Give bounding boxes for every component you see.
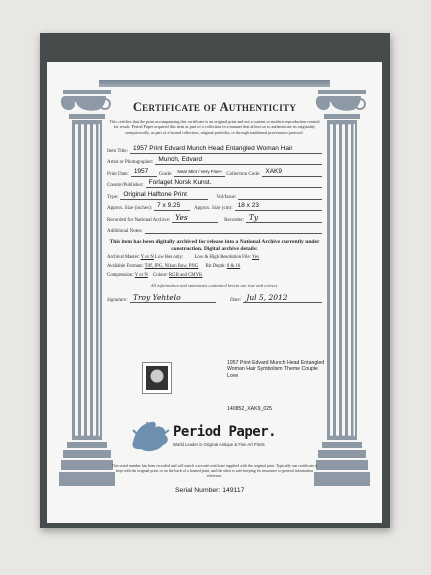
compression-value: Y or N xyxy=(134,273,148,279)
field-row-artist xyxy=(107,154,322,166)
creator-value: Forlaget Norsk Kunst. xyxy=(146,179,322,188)
archive-details xyxy=(107,253,322,280)
artwork-image xyxy=(146,366,168,390)
low-high-value: Yes xyxy=(252,255,259,261)
item-code: 140852_XAK9_025 xyxy=(227,406,273,412)
certificate-paper xyxy=(47,62,382,523)
type-label: Type: xyxy=(107,194,119,200)
low-high-label: Low & High Resolution File: xyxy=(194,255,251,261)
serial-number xyxy=(175,487,244,494)
signature-label: Signature: xyxy=(107,298,128,304)
bit-depth-label: Bit Depth: xyxy=(205,264,226,270)
notes-value xyxy=(145,233,322,234)
item-title-label: Item Title: xyxy=(107,148,128,154)
archival-master-label: Archival Master: xyxy=(107,255,140,261)
certificate-title: Certificate of Authenticity xyxy=(132,100,297,114)
archival-master-value: Y or N xyxy=(140,255,154,261)
vol-issue-value xyxy=(238,199,322,200)
date-label: Date: xyxy=(229,298,242,304)
archive-row-master xyxy=(107,253,322,262)
field-row-notes xyxy=(107,223,322,235)
size-cm-label: Approx. Size (cm): xyxy=(194,206,233,212)
size-inches-value: 7 x 9.25 xyxy=(154,202,190,211)
field-row-recorded xyxy=(107,211,322,223)
vol-issue-label: Vol/Issue: xyxy=(216,194,237,200)
serial-label: Serial Number: xyxy=(175,487,221,494)
archive-row-formats xyxy=(107,262,322,271)
recorder-label: Recorder: xyxy=(224,217,244,223)
footer-text: This serial number has been recorded and will match a second certificate supplied with the original print. Typically one certificate is kept with the original print, or on the back of a framed print, and the other is safe-keeping for insurance or general information reference. xyxy=(111,464,318,478)
field-row-creator xyxy=(107,177,322,189)
field-row-item-title xyxy=(107,142,322,154)
signature-value: Troy Yehtelo xyxy=(130,294,216,303)
item-title-value: 1957 Print Edvard Munch Head Entangled Woman Hair xyxy=(130,145,322,154)
type-value: Original Halftone Print xyxy=(120,191,208,200)
bit-depth-value: 8 & 16 xyxy=(226,264,241,270)
certificate-content xyxy=(107,86,322,303)
grade-value: Near Mint / Very Fine+ xyxy=(174,168,225,177)
date-value: Jul 5, 2012 xyxy=(243,294,322,303)
formats-label: Available Formats: xyxy=(107,264,144,270)
notes-label: Additional Notes: xyxy=(107,229,143,235)
field-row-type xyxy=(107,188,322,200)
brand-tagline: World Leader in Original Antique & Fine Art Prints xyxy=(173,442,265,447)
colour-label: Colour: xyxy=(153,273,168,279)
low-res-label: Low Res only: xyxy=(155,255,184,261)
truth-statement: All information and statements contained herein are true and correct. xyxy=(150,283,279,289)
creator-label: Creator/Publisher: xyxy=(107,183,144,189)
print-date-label: Print Date: xyxy=(107,171,129,177)
colour-value: RGB and CMYK xyxy=(168,273,203,279)
archive-heading: This item has been digitally archived for release into a National Archive currently under construction. Digital archive details: xyxy=(109,239,320,253)
archive-row-compression xyxy=(107,271,322,280)
certificate-intro: This certifies that the print accompanying this certificate is an original print and not a current or modern reproduction created for resale. Period Paper acquired this item as part of a collection in a manner that allows us to authenticate its originality unequivocally, as part of a bound collection, original portfolio, or through traditional provenance protocol. xyxy=(109,119,320,135)
formats-value: Tiff, JPG, Nikon Raw, PNG xyxy=(144,264,199,270)
artwork-description: 1957 Print Edvard Munch Head Entangled Woman Hair Symbolism Theme Couple Love xyxy=(227,360,325,379)
artist-label: Artist or Photographer: xyxy=(107,160,154,166)
serial-value: 149117 xyxy=(222,487,245,494)
brand-name: Period Paper. xyxy=(173,424,277,440)
compression-label: Compression: xyxy=(107,273,134,279)
grade-label: Grade: xyxy=(158,171,173,177)
size-cm-value: 18 x 23 xyxy=(235,202,322,211)
certificate-fields xyxy=(107,142,322,234)
field-row-print-date xyxy=(107,165,322,177)
recorded-value: Yes xyxy=(172,214,218,223)
artwork-thumbnail xyxy=(142,362,172,394)
signature-row xyxy=(107,294,322,303)
recorded-label: Recorded for National Archive: xyxy=(107,217,171,223)
collection-code-value: XAK9 xyxy=(262,168,322,177)
artist-value: Munch, Edvard xyxy=(155,156,322,165)
recorder-value: Ty xyxy=(246,214,322,223)
size-inches-label: Approx. Size (inches): xyxy=(107,206,153,212)
collection-code-label: Collection Code: xyxy=(226,171,261,177)
field-row-size xyxy=(107,200,322,212)
print-date-value: 1957 xyxy=(131,168,157,177)
